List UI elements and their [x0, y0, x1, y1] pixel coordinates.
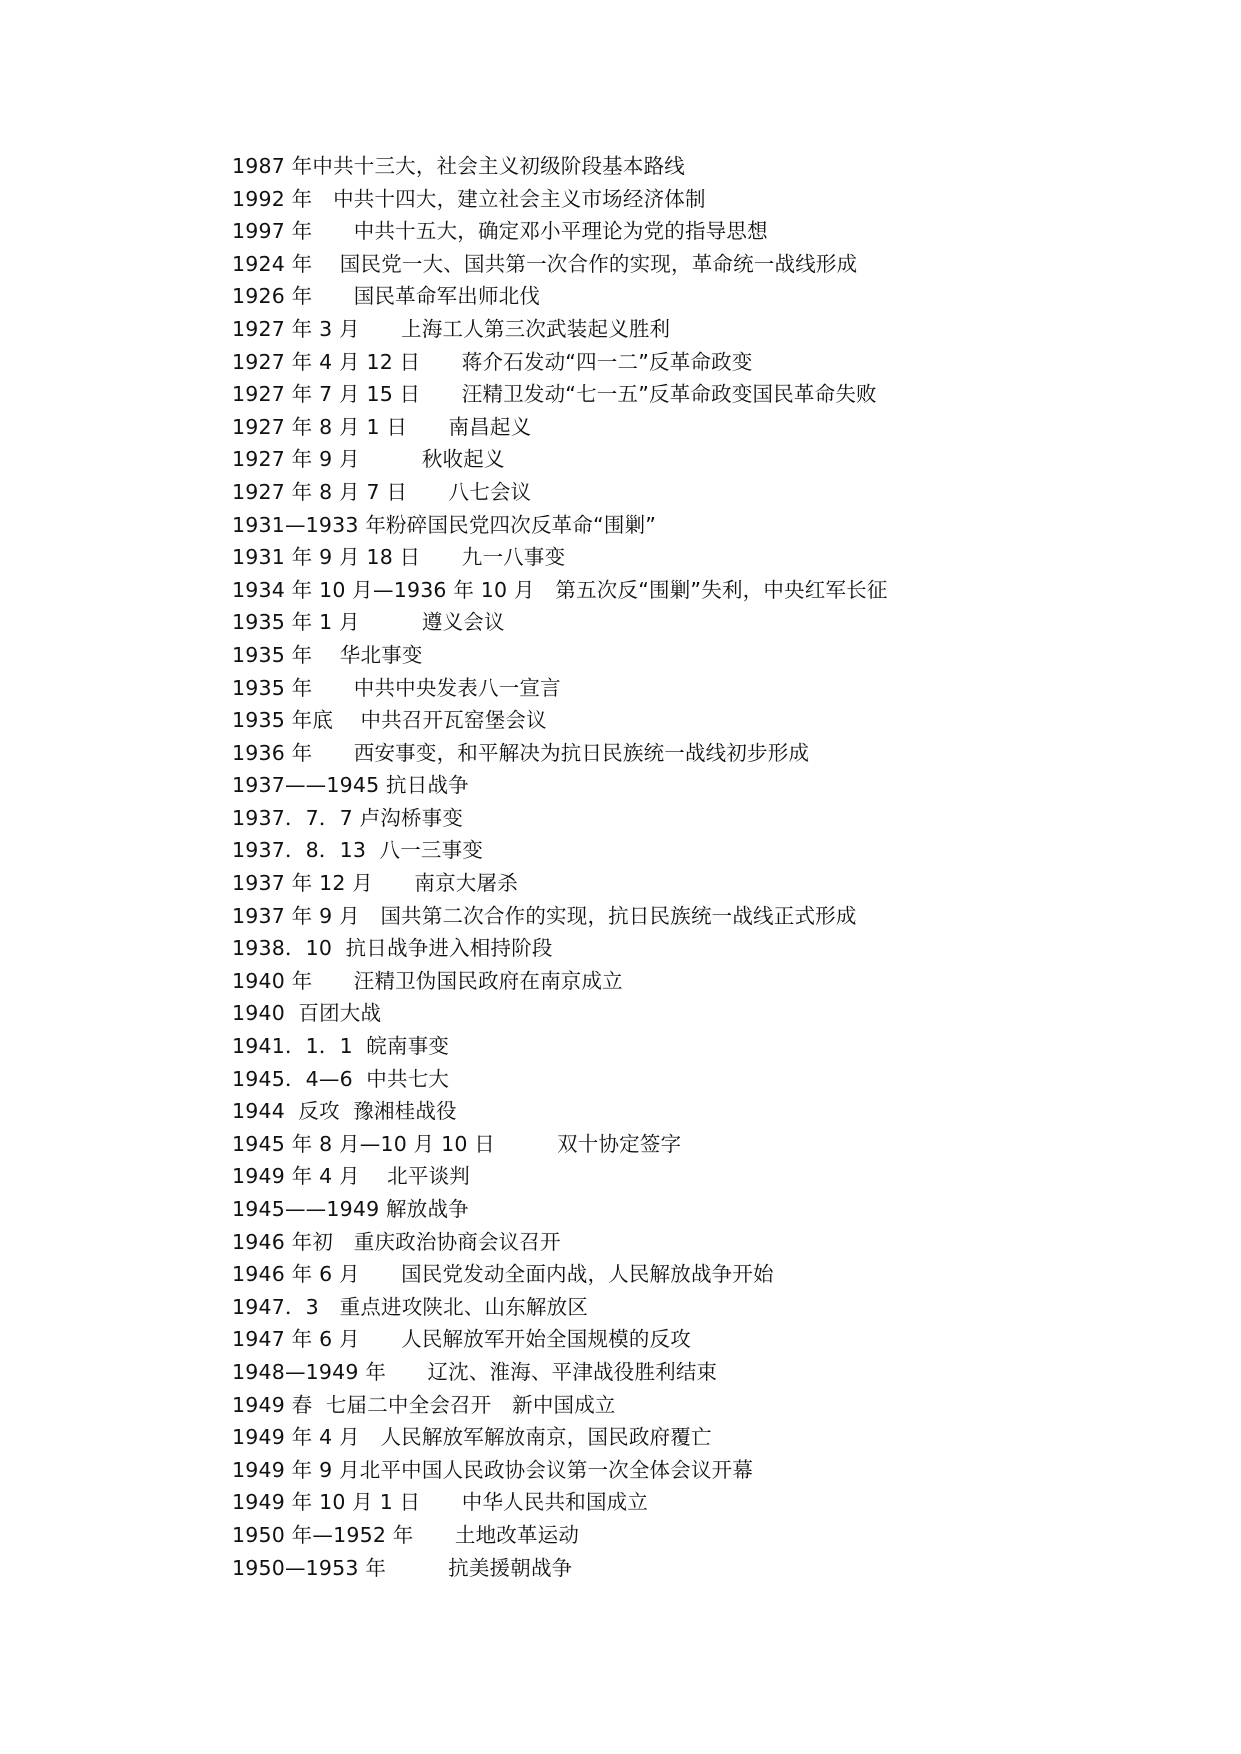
timeline-line: 1950—1953 年 抗美援朝战争: [232, 1555, 573, 1580]
timeline-line: 1927 年 3 月 上海工人第三次武装起义胜利: [232, 316, 671, 341]
timeline-line: 1987 年中共十三大，社会主义初级阶段基本路线: [232, 154, 685, 178]
timeline-line: 1945——1949 解放战争: [232, 1197, 469, 1221]
timeline-line: 1931 年 9 月 18 日 九一八事变: [232, 545, 566, 570]
timeline-line: 1937——1945 抗日战争: [232, 773, 469, 798]
timeline-line: 1935 年底 中共召开瓦窑堡会议: [232, 708, 547, 733]
timeline-line: 1931—1933 年粉碎国民党四次反革命“围剿”: [232, 512, 657, 537]
timeline-line: 1937．8．13 八一三事变: [232, 838, 484, 863]
timeline-line: 1944 反攻 豫湘桂战役: [232, 1099, 457, 1124]
timeline-line: 1937 年 12 月 南京大屠杀: [232, 871, 518, 896]
timeline-list: [232, 150, 1192, 1584]
timeline-line: 1937．7．7 卢沟桥事变: [232, 805, 464, 830]
timeline-line: 1927 年 7 月 15 日 汪精卫发动“七一五”反革命政变国民革命失败: [232, 382, 877, 407]
timeline-line: 1935 年 1 月 遵义会议: [232, 610, 505, 635]
timeline-line: 1946 年初 重庆政治协商会议召开: [232, 1229, 561, 1254]
timeline-line: 1947 年 6 月 人民解放军开始全国规模的反攻: [232, 1327, 691, 1352]
timeline-line: 1949 年 4 月 人民解放军解放南京，国民政府覆亡: [232, 1425, 712, 1450]
timeline-line: 1927 年 8 月 1 日 南昌起义: [232, 414, 532, 439]
timeline-line: 1927 年 9 月 秋收起义: [232, 447, 505, 472]
timeline-line: 1949 年 4 月 北平谈判: [232, 1164, 470, 1189]
timeline-line: 1927 年 4 月 12 日 蒋介石发动“四一二”反革命政变: [232, 349, 753, 374]
timeline-line: 1940 百团大战: [232, 1001, 382, 1026]
timeline-line: 1949 春 七届二中全会召开 新中国成立: [232, 1392, 616, 1417]
timeline-line: 1949 年 10 月 1 日 中华人民共和国成立: [232, 1490, 649, 1515]
timeline-line: 1926 年 国民革命军出师北伐: [232, 284, 541, 309]
timeline-line: 1941．1．1 皖南事变: [232, 1034, 450, 1059]
timeline-line: 1947．3 重点进攻陕北、山东解放区: [232, 1294, 589, 1319]
timeline-line: 1934 年 10 月—1936 年 10 月 第五次反“围剿”失利，中央红军长征: [232, 577, 888, 602]
timeline-line: 1927 年 8 月 7 日 八七会议: [232, 479, 532, 504]
timeline-line: 1992 年 中共十四大，建立社会主义市场经济体制: [232, 186, 706, 211]
timeline-line: 1949 年 9 月北平中国人民政协会议第一次全体会议开幕: [232, 1457, 754, 1482]
timeline-line: 1936 年 西安事变，和平解决为抗日民族统一战线初步形成: [232, 740, 810, 765]
timeline-line: 1950 年—1952 年 土地改革运动: [232, 1522, 580, 1547]
timeline-line: 1945．4—6 中共七大: [232, 1066, 450, 1091]
timeline-line: 1945 年 8 月—10 月 10 日 双十协定签字: [232, 1131, 682, 1156]
timeline-line: 1946 年 6 月 国民党发动全面内战，人民解放战争开始: [232, 1262, 774, 1287]
timeline-line: 1935 年 华北事变: [232, 642, 423, 667]
timeline-line: 1937 年 9 月 国共第二次合作的实现，抗日民族统一战线正式形成: [232, 903, 857, 928]
timeline-line: 1940 年 汪精卫伪国民政府在南京成立: [232, 968, 623, 993]
timeline-line: 1935 年 中共中央发表八一宣言: [232, 675, 561, 700]
timeline-line: 1997 年 中共十五大，确定邓小平理论为党的指导思想: [232, 219, 768, 244]
timeline-line: 1948—1949 年 辽沈、淮海、平津战役胜利结束: [232, 1359, 718, 1384]
timeline-line: 1924 年 国民党一大、国共第一次合作的实现，革命统一战线形成: [232, 251, 858, 276]
timeline-line: 1938．10 抗日战争进入相持阶段: [232, 936, 553, 961]
